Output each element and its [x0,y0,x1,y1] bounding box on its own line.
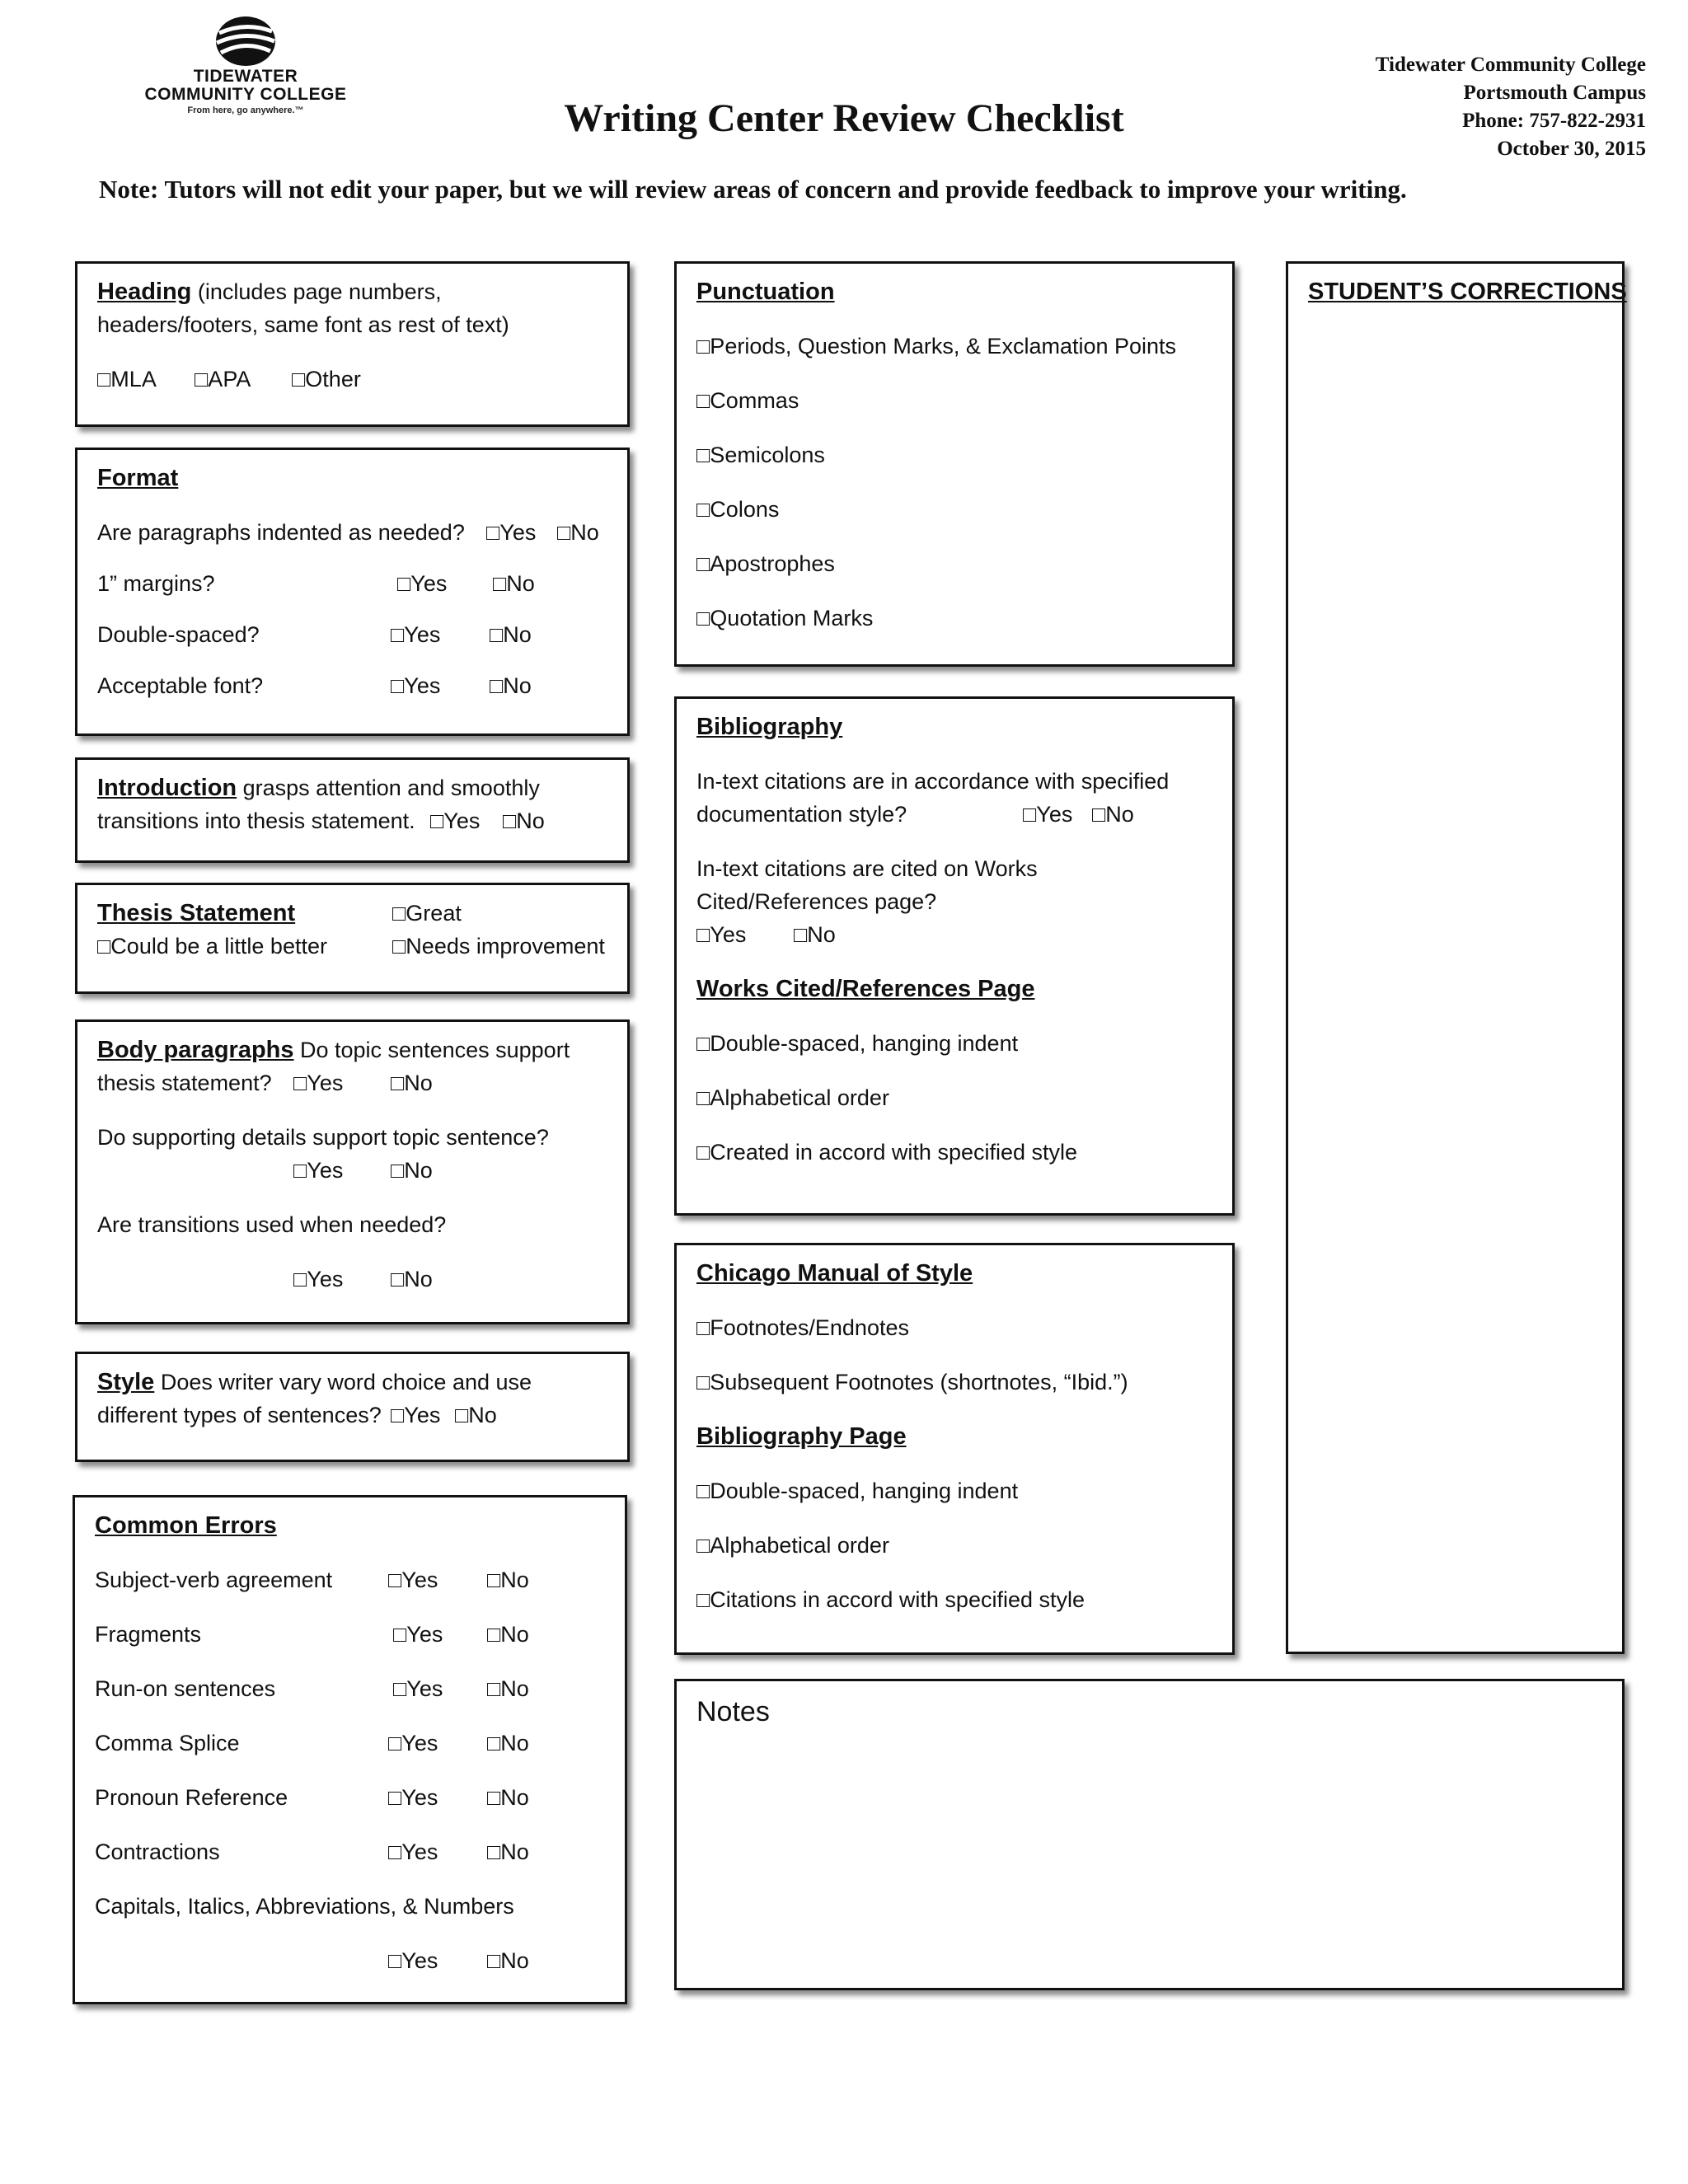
checkbox-yes[interactable]: □Yes [293,1158,344,1183]
box-title: STUDENT’S CORRECTIONS [1308,279,1627,305]
checkbox-yes[interactable]: □Yes [388,1731,438,1755]
format-box: Format Are paragraphs indented as needed? □Yes □No 1” margins? □Yes □No Double-spaced? □Yes □No Acceptable font? □Yes □No [75,448,630,736]
checkbox-no[interactable]: □No [1092,802,1134,827]
box-title: Thesis Statement [97,900,296,926]
checkbox-no[interactable]: □No [503,808,545,833]
logo-tagline: From here, go anywhere.™ [187,105,304,115]
checkbox-yes[interactable]: □Yes [397,571,448,596]
checkbox-semicolons[interactable]: □Semicolons [696,443,825,467]
box-title: Introduction [97,775,237,801]
checkbox-yes[interactable]: □Yes [388,1785,438,1810]
checkbox-yes[interactable]: □Yes [391,622,441,647]
notes-title: Notes [696,1696,770,1727]
box-title: Bibliography [696,714,843,740]
notes-box[interactable] [674,1679,1625,1990]
style-box: Style Does writer vary word choice and use different types of sentences? □Yes □No [75,1352,630,1462]
thesis-statement-box [75,883,630,994]
checkbox-yes[interactable]: □Yes [486,520,537,545]
campus-line: Phone: 757-822-2931 [1462,110,1646,132]
box-title: Punctuation [696,279,835,305]
campus-line: October 30, 2015 [1497,138,1646,160]
checkbox-citations-in-accord[interactable]: □Citations in accord with specified style [696,1587,1085,1612]
checkbox-could-be-better[interactable]: □Could be a little better [97,934,327,958]
section-subtitle: Bibliography Page [696,1423,907,1450]
section-subtitle: Works Cited/References Page [696,976,1035,1002]
box-title: Style [97,1369,155,1395]
box-title: Common Errors [95,1512,277,1539]
checkbox-yes[interactable]: □Yes [293,1071,344,1095]
checkbox-no[interactable]: □No [391,1071,433,1095]
logo-name-line-1: TIDEWATER [193,67,298,86]
common-errors-box: Common Errors Subject-verb agreement □Yes □No Fragments □Yes □No Run-on sentences □Yes □No Comma Splice □Yes □No Pronoun Reference □Yes □No Contractions □Yes □No Capitals, Italics, Abbreviations, & Numbers □Yes □No [73,1495,627,2004]
checkbox-no[interactable]: □No [455,1403,497,1427]
checkbox-yes[interactable]: □Yes [391,1403,441,1427]
checkbox-alphabetical[interactable]: □Alphabetical order [696,1533,889,1558]
checkbox-alphabetical[interactable]: □Alphabetical order [696,1085,889,1110]
checkbox-no[interactable]: □No [391,1158,433,1183]
checkbox-colons[interactable]: □Colons [696,497,780,522]
checkbox-yes[interactable]: □Yes [388,1568,438,1592]
checkbox-no[interactable]: □No [490,673,532,698]
checkbox-apostrophes[interactable]: □Apostrophes [696,551,835,576]
checkbox-double-spaced[interactable]: □Double-spaced, hanging indent [696,1031,1019,1056]
campus-info [1376,51,1646,163]
checkbox-great[interactable]: □Great [392,901,462,926]
tcc-globe-icon [213,15,279,68]
checkbox-yes[interactable]: □Yes [696,922,747,947]
checkbox-yes[interactable]: □Yes [393,1622,443,1647]
checkbox-yes[interactable]: □Yes [393,1676,443,1701]
checkbox-no[interactable]: □No [391,1267,433,1291]
box-title: Chicago Manual of Style [696,1260,973,1286]
checkbox-no[interactable]: □No [487,1676,529,1701]
introduction-box: Introduction grasps attention and smoothly transitions into thesis statement. □Yes □No [75,757,630,863]
box-title: Heading [97,279,192,305]
checkbox-other[interactable]: □Other [292,367,361,391]
checkbox-no[interactable]: □No [487,1948,529,1973]
checkbox-yes[interactable]: □Yes [293,1267,344,1291]
campus-line: Portsmouth Campus [1463,82,1646,104]
checkbox-no[interactable]: □No [490,622,532,647]
bibliography-box: Bibliography In-text citations are in accordance with specified documentation style? □Yes □No In-text citations are cited on Works Cited/References page? □Yes □No Works Cited/References Page □Double-spaced, hanging indent □Alphabetical order □Created in accord with specified style [674,696,1235,1216]
checkbox-subsequent-footnotes[interactable]: □Subsequent Footnotes (shortnotes, “Ibid.”) [696,1370,1128,1394]
checkbox-periods[interactable]: □Periods, Question Marks, & Exclamation Points [696,334,1177,359]
tutor-note: Note: Tutors will not edit your paper, but we will review areas of concern and provide feedback to improve your writing. [99,175,1407,204]
checkbox-yes[interactable]: □Yes [430,808,481,833]
page-title: Writing Center Review Checklist [564,96,1124,140]
checkbox-needs-improvement[interactable]: □Needs improvement [392,934,605,958]
checkbox-commas[interactable]: □Commas [696,388,799,413]
checkbox-no[interactable]: □No [487,1840,529,1864]
checkbox-apa[interactable]: □APA [195,367,251,391]
body-paragraphs-box: Body paragraphs Do topic sentences support thesis statement? □Yes □No Do supporting details support topic sentence? □Yes □No Are transitions used when needed? □Yes □No [75,1019,630,1324]
chicago-style-box [674,1243,1235,1655]
checkbox-created-in-accord[interactable]: □Created in accord with specified style [696,1140,1078,1165]
checkbox-no[interactable]: □No [487,1785,529,1810]
checkbox-yes[interactable]: □Yes [1023,802,1073,827]
checkbox-no[interactable]: □No [794,922,836,947]
checkbox-yes[interactable]: □Yes [391,673,441,698]
checkbox-footnotes[interactable]: □Footnotes/Endnotes [696,1315,909,1340]
box-title: Format [97,465,179,491]
punctuation-box [674,261,1235,667]
logo-name-line-2: COMMUNITY COLLEGE [144,85,347,104]
checkbox-mla[interactable]: □MLA [97,367,157,391]
campus-line: Tidewater Community College [1375,54,1646,76]
box-title: Body paragraphs [97,1037,294,1063]
checkbox-no[interactable]: □No [487,1731,529,1755]
heading-box: Heading (includes page numbers, headers/footers, same font as rest of text) □MLA □APA □Other [75,261,630,427]
checkbox-yes[interactable]: □Yes [388,1948,438,1973]
checkbox-yes[interactable]: □Yes [388,1840,438,1864]
checkbox-no[interactable]: □No [493,571,535,596]
checkbox-no[interactable]: □No [487,1622,529,1647]
checkbox-quotation-marks[interactable]: □Quotation Marks [696,606,874,630]
checkbox-no[interactable]: □No [487,1568,529,1592]
student-corrections-box[interactable] [1286,261,1625,1654]
checkbox-double-spaced[interactable]: □Double-spaced, hanging indent [696,1479,1019,1503]
checkbox-no[interactable]: □No [557,520,599,545]
